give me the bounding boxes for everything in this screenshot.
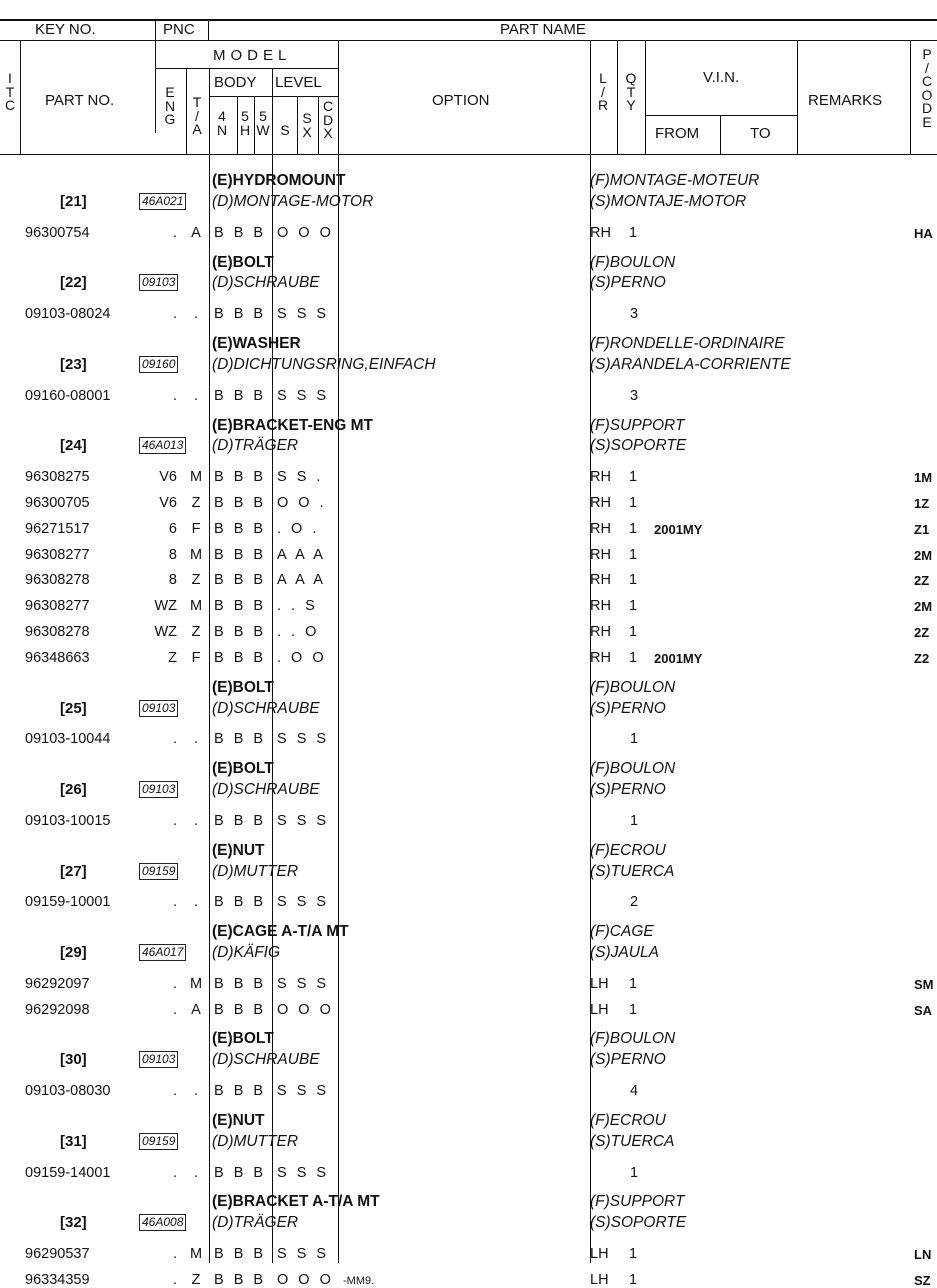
quantity: 1 — [629, 546, 638, 563]
part-name-french: (F)BOULON — [590, 1030, 676, 1048]
p-code: HA — [914, 225, 933, 241]
body-codes: B B B — [214, 387, 267, 404]
lr-code: LH — [590, 1246, 609, 1263]
body-codes: B B B — [214, 224, 267, 241]
lr-code: RH — [590, 624, 611, 640]
quantity: 1 — [629, 469, 638, 486]
part-number: 96348663 — [25, 649, 90, 666]
engine-code: . — [172, 1164, 177, 1181]
part-name-french: (F)ECROU — [590, 841, 666, 859]
level-codes: S S S — [277, 812, 330, 829]
remarks-header: REMARKS — [808, 92, 883, 109]
body-codes: B B B — [214, 731, 267, 748]
quantity: 2 — [630, 894, 639, 911]
transaxle-code: M — [189, 546, 203, 563]
level-codes: S S S — [277, 306, 330, 323]
level-codes: S S S — [277, 894, 330, 911]
column-rule — [338, 154, 339, 1263]
body-codes: B B B — [214, 975, 267, 992]
engine-code: WZ — [154, 598, 177, 615]
part-number: 96308278 — [25, 572, 90, 589]
pnc-code: 09103 — [139, 700, 178, 717]
p-code: 1Z — [914, 496, 930, 511]
key-number: [27] — [60, 862, 87, 880]
transaxle-code: M — [189, 469, 203, 486]
transaxle-code: Z — [191, 1271, 201, 1288]
part-name-english: (E)BOLT — [212, 1030, 274, 1048]
p-code: 2Z — [914, 625, 930, 640]
lr-code: RH — [590, 520, 611, 537]
p-code: Z1 — [914, 521, 930, 537]
part-name-english: (E)NUT — [212, 841, 265, 859]
part-number: 96292098 — [25, 1001, 90, 1018]
part-name-german: (D)TRÄGER — [212, 437, 299, 455]
p-code: SA — [914, 1002, 933, 1018]
engine-code: . — [172, 1246, 177, 1263]
part-number: 96308277 — [25, 546, 90, 563]
body-codes: B B B — [214, 469, 267, 486]
header-rule — [297, 96, 298, 154]
level-header: LEVEL — [275, 74, 322, 91]
body-codes: B B B — [214, 1164, 267, 1181]
level-codes: . O . — [277, 520, 320, 537]
body-codes: B B B — [214, 1271, 267, 1288]
p-code: Z2 — [914, 650, 930, 666]
part-number: 09103-10044 — [25, 731, 111, 748]
part-number: 09160-08001 — [25, 387, 111, 404]
pnc-code: 46A017 — [139, 944, 186, 961]
engine-code: . — [172, 306, 177, 323]
level-col-cdx: C D X — [322, 98, 334, 141]
engine-code: . — [172, 387, 177, 404]
header-rule — [155, 19, 156, 133]
header-rule — [338, 40, 339, 154]
quantity: 3 — [630, 387, 639, 404]
part-name-german: (D)SCHRAUBE — [212, 1051, 320, 1069]
lr-code: RH — [590, 469, 611, 486]
p-code: 2M — [914, 599, 933, 615]
part-name-french: (F)ECROU — [590, 1111, 666, 1129]
level-codes: S S S — [277, 1083, 330, 1100]
model-header: MODEL — [213, 47, 292, 64]
engine-code: 8 — [168, 546, 177, 563]
part-number: 96292097 — [25, 975, 90, 992]
part-name-german: (D)SCHRAUBE — [212, 699, 320, 717]
part-name-french: (F)SUPPORT — [590, 1193, 685, 1211]
quantity: 1 — [629, 1246, 638, 1263]
engine-code: . — [172, 812, 177, 829]
engine-code: . — [172, 894, 177, 911]
to-header: TO — [750, 125, 771, 142]
header-rule — [645, 115, 797, 116]
transaxle-code: F — [191, 649, 201, 666]
engine-code: . — [172, 1001, 177, 1018]
part-number: 09103-08030 — [25, 1083, 111, 1100]
transaxle-code: Z — [191, 624, 201, 640]
transaxle-code: . — [193, 306, 199, 323]
key-number: [26] — [60, 781, 87, 798]
quantity: 1 — [629, 495, 638, 511]
body-codes: B B B — [214, 306, 267, 323]
part-number: 96290537 — [25, 1246, 90, 1263]
pnc-code: 46A008 — [139, 1214, 186, 1231]
part-number: 96308277 — [25, 598, 90, 615]
part-name-german: (D)DICHTUNGSRING,EINFACH — [212, 355, 436, 373]
transaxle-code: . — [193, 387, 199, 404]
key-number: [29] — [60, 944, 87, 961]
header-rule — [797, 40, 798, 154]
pcode-header: P / C O D E — [921, 46, 933, 130]
quantity: 1 — [629, 1271, 638, 1288]
part-name-german: (D)MUTTER — [212, 862, 299, 880]
quantity: 1 — [629, 624, 638, 640]
transaxle-code: . — [193, 894, 199, 911]
part-name-spanish: (S)MONTAJE-MOTOR — [590, 192, 747, 210]
header-rule — [590, 40, 591, 154]
level-col-s: S — [280, 122, 290, 138]
header-top-rule — [0, 19, 937, 21]
level-codes: S S S — [277, 975, 330, 992]
level-codes: O O . — [277, 495, 327, 511]
part-name-spanish: (S)JAULA — [590, 944, 659, 961]
lr-code: RH — [590, 598, 611, 615]
level-codes: S S S — [277, 387, 330, 404]
header-rule — [720, 115, 721, 154]
body-codes: B B B — [214, 572, 267, 589]
part-name-english: (E)CAGE A-T/A MT — [212, 923, 349, 941]
header-rule — [155, 68, 338, 69]
level-col-sx: S X — [302, 110, 312, 140]
key-number: [31] — [60, 1132, 87, 1150]
lr-code: LH — [590, 1271, 609, 1288]
part-name-english: (E)WASHER — [212, 335, 301, 352]
key-number: [23] — [60, 355, 87, 373]
body-codes: B B B — [214, 1246, 267, 1263]
part-name-german: (D)MONTAGE-MOTOR — [212, 192, 374, 210]
header-rule — [20, 40, 21, 154]
transaxle-code: A — [191, 224, 201, 241]
qty-header: Q T Y — [625, 70, 637, 113]
part-name-german: (D)KÄFIG — [212, 944, 281, 961]
pnc-code: 09103 — [139, 274, 178, 291]
header-rule — [0, 154, 937, 155]
engine-code: Z — [168, 649, 177, 666]
key-number: [21] — [60, 192, 87, 210]
body-codes: B B B — [214, 546, 267, 563]
pnc-code: 46A021 — [139, 193, 186, 210]
transaxle-code: . — [193, 731, 199, 748]
body-codes: B B B — [214, 624, 267, 640]
part-name-french: (F)SUPPORT — [590, 416, 685, 434]
header-rule — [254, 96, 255, 154]
part-name-german: (D)MUTTER — [212, 1132, 299, 1150]
quantity: 1 — [630, 812, 639, 829]
level-codes: S S S — [277, 1246, 330, 1263]
part-number: 96300754 — [25, 224, 90, 241]
body-col-5h: 5 H — [239, 108, 251, 138]
column-rule — [209, 154, 210, 1263]
part-number: 09159-14001 — [25, 1164, 111, 1181]
lr-code: RH — [590, 572, 611, 589]
eng-header: E N G — [164, 84, 176, 127]
header-rule — [645, 40, 646, 154]
lr-code: RH — [590, 546, 611, 563]
engine-code: . — [172, 224, 177, 241]
level-codes: . O O — [277, 649, 327, 666]
engine-code: 8 — [168, 572, 177, 589]
part-name-spanish: (S)SOPORTE — [590, 1214, 687, 1232]
level-codes: A A A — [277, 572, 326, 589]
quantity: 1 — [629, 975, 638, 992]
from-header: FROM — [655, 125, 700, 142]
p-code: SZ — [914, 1272, 931, 1288]
lr-code: RH — [590, 224, 611, 241]
quantity: 1 — [630, 731, 639, 748]
p-code: 1M — [914, 470, 933, 486]
level-codes: A A A — [277, 546, 326, 563]
p-code: 2Z — [914, 573, 930, 589]
part-name-english: (E)BOLT — [212, 678, 274, 696]
part-name-spanish: (S)PERNO — [590, 1051, 666, 1069]
body-codes: B B B — [214, 598, 267, 615]
engine-code: V6 — [159, 469, 177, 486]
engine-code: 6 — [168, 520, 177, 537]
part-name-spanish: (S)PERNO — [590, 274, 666, 292]
header-rule — [617, 40, 618, 154]
part-name-german: (D)SCHRAUBE — [212, 274, 320, 292]
vin-header: V.I.N. — [703, 69, 740, 86]
transaxle-code: M — [189, 1246, 203, 1263]
body-codes: B B B — [214, 894, 267, 911]
part-name-french: (F)RONDELLE-ORDINAIRE — [590, 335, 785, 352]
part-name-french: (F)BOULON — [590, 253, 676, 271]
pnc-code: 09159 — [139, 863, 178, 880]
transaxle-code: M — [189, 975, 203, 992]
header-rule — [910, 40, 911, 154]
part-name-english: (E)NUT — [212, 1111, 265, 1129]
lr-code: RH — [590, 649, 611, 666]
body-col-5w: 5 W — [256, 108, 270, 138]
part-name-english: (E)HYDROMOUNT — [212, 172, 346, 189]
quantity: 3 — [630, 306, 639, 323]
level-codes: . . O — [277, 624, 320, 640]
part-name-french: (F)CAGE — [590, 923, 654, 941]
quantity: 1 — [629, 649, 638, 666]
level-codes: O O O — [277, 1271, 334, 1288]
part-number: 09159-10001 — [25, 894, 111, 911]
part-name-german: (D)SCHRAUBE — [212, 781, 320, 798]
body-codes: B B B — [214, 649, 267, 666]
part-name-french: (F)MONTAGE-MOTEUR — [590, 172, 760, 189]
engine-code: . — [172, 1083, 177, 1100]
part-number: 09103-08024 — [25, 306, 111, 323]
vin-from: 2001MY — [654, 650, 703, 666]
level-codes: O O O — [277, 1001, 334, 1018]
transaxle-code: . — [193, 812, 199, 829]
ta-header: T / A — [192, 94, 202, 137]
body-header: BODY — [214, 74, 257, 91]
engine-code: WZ — [154, 624, 177, 640]
header-rule — [208, 19, 209, 40]
part-name-german: (D)TRÄGER — [212, 1214, 299, 1232]
part-name-spanish: (S)TUERCA — [590, 1132, 675, 1150]
quantity: 1 — [629, 1001, 638, 1018]
p-code: 2M — [914, 547, 933, 563]
transaxle-code: . — [193, 1083, 199, 1100]
part-name-english: (E)BRACKET A-T/A MT — [212, 1193, 380, 1211]
pnc-code: 09159 — [139, 1133, 178, 1150]
quantity: 4 — [630, 1083, 639, 1100]
p-code: SM — [914, 976, 934, 992]
p-code: LN — [914, 1247, 932, 1263]
key-no-header: KEY NO. — [35, 21, 96, 38]
part-no-header: PART NO. — [45, 92, 115, 109]
header-rule — [186, 68, 187, 154]
part-name-spanish: (S)PERNO — [590, 699, 666, 717]
key-number: [22] — [60, 274, 87, 292]
body-codes: B B B — [214, 812, 267, 829]
key-number: [32] — [60, 1214, 87, 1232]
transaxle-code: M — [189, 598, 203, 615]
part-number: 09103-10015 — [25, 812, 111, 829]
body-codes: B B B — [214, 1083, 267, 1100]
quantity: 1 — [630, 1164, 639, 1181]
level-codes: O O O — [277, 224, 334, 241]
engine-code: . — [172, 975, 177, 992]
engine-code: . — [172, 1271, 177, 1288]
level-codes: S S S — [277, 731, 330, 748]
pnc-code: 09103 — [139, 781, 178, 798]
header-rule — [318, 96, 319, 154]
part-name-french: (F)BOULON — [590, 760, 676, 778]
body-codes: B B B — [214, 520, 267, 537]
header-rule — [209, 68, 210, 154]
option-code: -MM9. — [343, 1274, 375, 1287]
key-number: [25] — [60, 699, 87, 717]
lr-header: L / R — [597, 70, 609, 113]
part-name-spanish: (S)PERNO — [590, 781, 666, 798]
option-header: OPTION — [432, 92, 490, 109]
part-number: 96271517 — [25, 520, 90, 537]
body-codes: B B B — [214, 495, 267, 511]
vin-from: 2001MY — [654, 521, 703, 537]
lr-code: LH — [590, 1001, 609, 1018]
lr-code: RH — [590, 495, 611, 511]
pnc-header: PNC — [163, 21, 195, 38]
body-codes: B B B — [214, 1001, 267, 1018]
part-name-english: (E)BOLT — [212, 253, 274, 271]
part-name-english: (E)BOLT — [212, 760, 274, 778]
level-codes: . . S — [277, 598, 318, 615]
engine-code: . — [172, 731, 177, 748]
quantity: 1 — [629, 224, 638, 241]
part-name-spanish: (S)SOPORTE — [590, 437, 687, 455]
pnc-code: 46A013 — [139, 437, 186, 454]
quantity: 1 — [629, 572, 638, 589]
part-number: 96308278 — [25, 624, 90, 640]
transaxle-code: A — [191, 1001, 201, 1018]
pnc-code: 09103 — [139, 1051, 178, 1068]
key-number: [30] — [60, 1051, 87, 1069]
level-codes: S S S — [277, 1164, 330, 1181]
transaxle-code: F — [191, 520, 201, 537]
part-name-french: (F)BOULON — [590, 678, 676, 696]
body-col-4n: 4 N — [216, 108, 228, 138]
engine-code: V6 — [159, 495, 177, 511]
lr-code: LH — [590, 975, 609, 992]
quantity: 1 — [629, 520, 638, 537]
part-name-spanish: (S)ARANDELA-CORRIENTE — [590, 355, 791, 373]
part-name-english: (E)BRACKET-ENG MT — [212, 416, 374, 434]
transaxle-code: Z — [191, 572, 201, 589]
quantity: 1 — [629, 598, 638, 615]
pnc-code: 09160 — [139, 356, 178, 373]
part-name-header: PART NAME — [500, 21, 586, 38]
part-name-spanish: (S)TUERCA — [590, 862, 675, 880]
part-number: 96300705 — [25, 495, 90, 511]
transaxle-code: . — [193, 1164, 199, 1181]
part-number: 96334359 — [25, 1271, 90, 1288]
key-number: [24] — [60, 437, 87, 455]
transaxle-code: Z — [191, 495, 201, 511]
level-codes: S S . — [277, 469, 324, 486]
itc-header: I T C — [4, 70, 16, 113]
header-rule — [272, 68, 273, 154]
part-number: 96308275 — [25, 469, 90, 486]
